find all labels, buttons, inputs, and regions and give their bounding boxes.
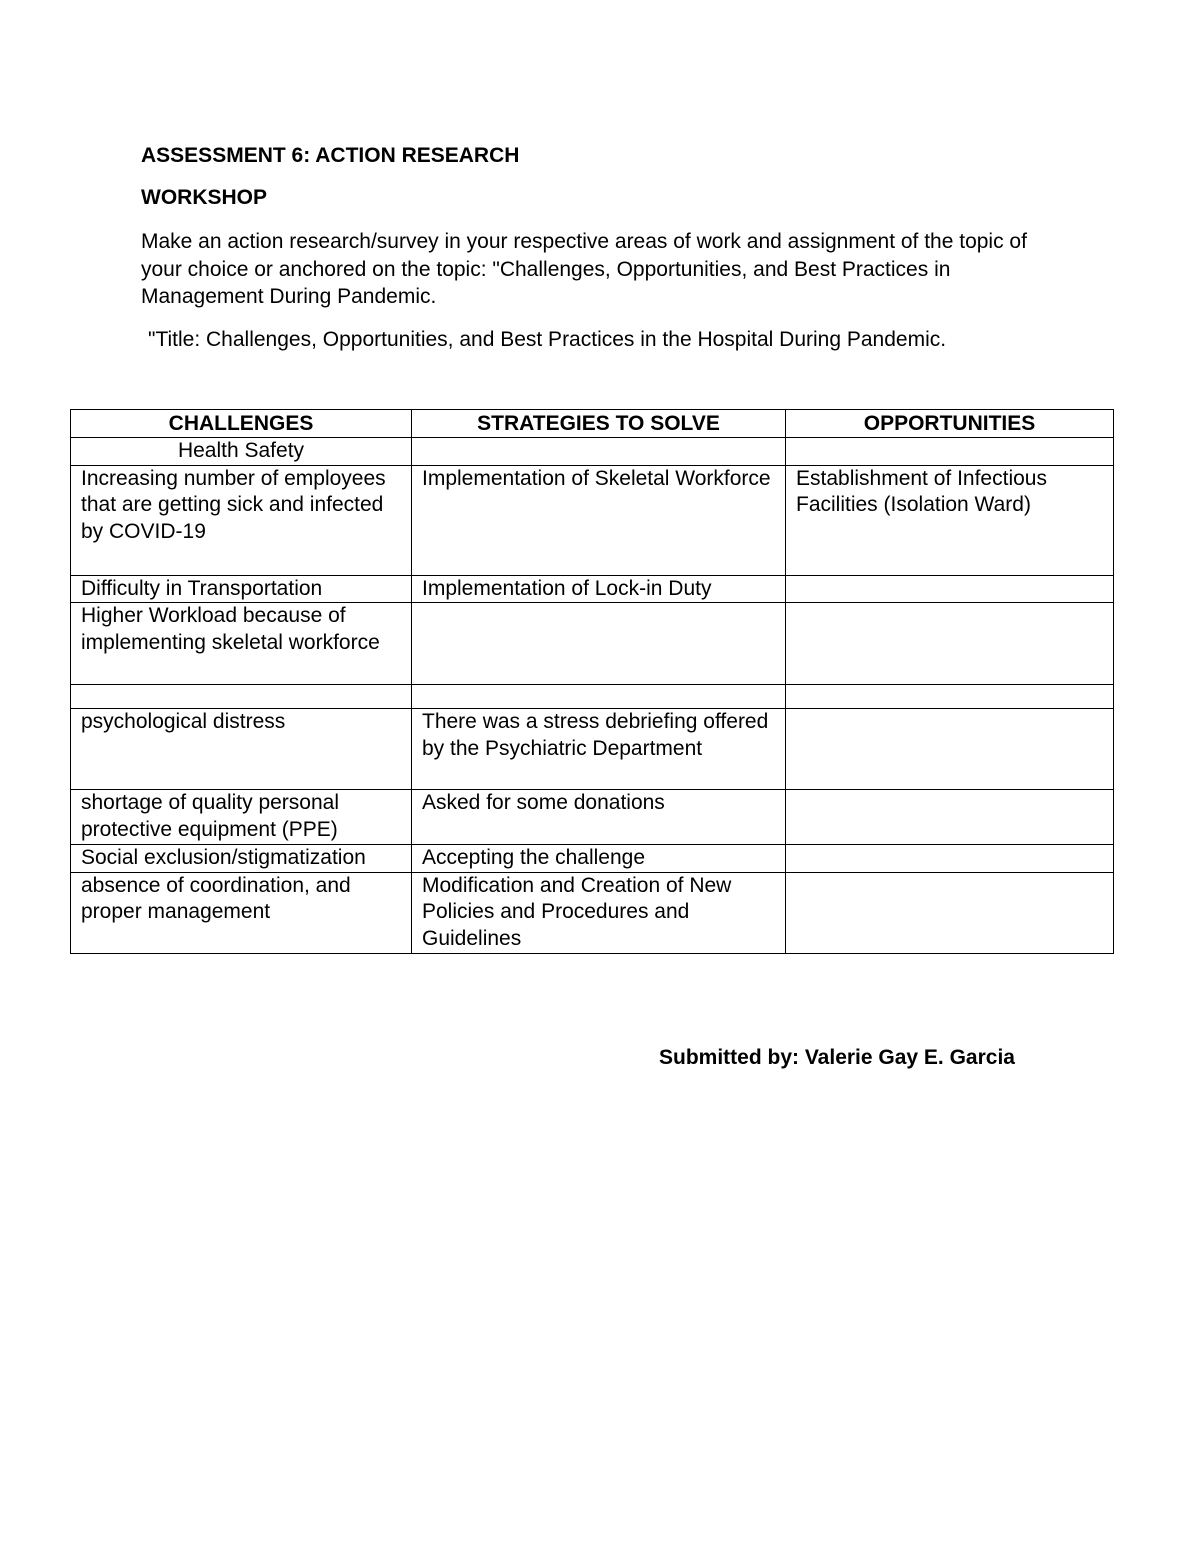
table-row bbox=[71, 465, 1114, 575]
table-row bbox=[71, 845, 1114, 873]
opportunity-cell bbox=[786, 845, 1114, 873]
header-challenges: CHALLENGES bbox=[71, 410, 412, 438]
opportunity-cell: Establishment of Infectious Facilities (Isolation Ward) bbox=[786, 465, 1114, 575]
section-row bbox=[71, 438, 1114, 466]
challenge-cell: Social exclusion/stigmatization bbox=[71, 845, 412, 873]
header-strategies: STRATEGIES TO SOLVE bbox=[412, 410, 786, 438]
opportunity-cell bbox=[786, 575, 1114, 603]
strategy-cell bbox=[412, 603, 786, 685]
challenge-cell: Increasing number of employees that are getting sick and infected by COVID-19 bbox=[71, 465, 412, 575]
strategy-cell: Implementation of Lock-in Duty bbox=[412, 575, 786, 603]
header-opportunities: OPPORTUNITIES bbox=[786, 410, 1114, 438]
table-header-row bbox=[71, 410, 1114, 438]
opportunity-cell bbox=[786, 685, 1114, 709]
table-row bbox=[71, 685, 1114, 709]
challenge-cell: shortage of quality personal protective equipment (PPE) bbox=[71, 790, 412, 845]
empty-cell bbox=[786, 438, 1114, 466]
strategy-cell: Accepting the challenge bbox=[412, 845, 786, 873]
challenge-cell: Higher Workload because of implementing skeletal workforce bbox=[71, 603, 412, 685]
document-subtitle: WORKSHOP bbox=[141, 186, 267, 209]
strategy-cell: Asked for some donations bbox=[412, 790, 786, 845]
table-row bbox=[71, 575, 1114, 603]
opportunity-cell bbox=[786, 709, 1114, 790]
table-row bbox=[71, 872, 1114, 953]
table-row bbox=[71, 790, 1114, 845]
strategy-cell: Modification and Creation of New Policies and Procedures and Guidelines bbox=[412, 872, 786, 953]
action-research-table bbox=[70, 409, 1114, 954]
strategy-cell: Implementation of Skeletal Workforce bbox=[412, 465, 786, 575]
opportunity-cell bbox=[786, 872, 1114, 953]
submitted-by: Submitted by: Valerie Gay E. Garcia bbox=[659, 1046, 1015, 1069]
challenge-cell bbox=[71, 685, 412, 709]
challenge-cell: absence of coordination, and proper management bbox=[71, 872, 412, 953]
instructions-paragraph: Make an action research/survey in your respective areas of work and assignment of the topic of your choice or anchored on the topic: "Challenges, Opportunities, and Best Practices in Management During Pandemic. bbox=[141, 230, 1027, 308]
table-row bbox=[71, 709, 1114, 790]
research-title: "Title: Challenges, Opportunities, and Best Practices in the Hospital During Pandemic. bbox=[148, 328, 947, 351]
challenge-cell: Difficulty in Transportation bbox=[71, 575, 412, 603]
section-label: Health Safety bbox=[71, 438, 412, 466]
opportunity-cell bbox=[786, 790, 1114, 845]
empty-cell bbox=[412, 438, 786, 466]
table-row bbox=[71, 603, 1114, 685]
document-title: ASSESSMENT 6: ACTION RESEARCH bbox=[141, 144, 520, 167]
opportunity-cell bbox=[786, 603, 1114, 685]
strategy-cell: There was a stress debriefing offered by the Psychiatric Department bbox=[412, 709, 786, 790]
challenge-cell: psychological distress bbox=[71, 709, 412, 790]
strategy-cell bbox=[412, 685, 786, 709]
